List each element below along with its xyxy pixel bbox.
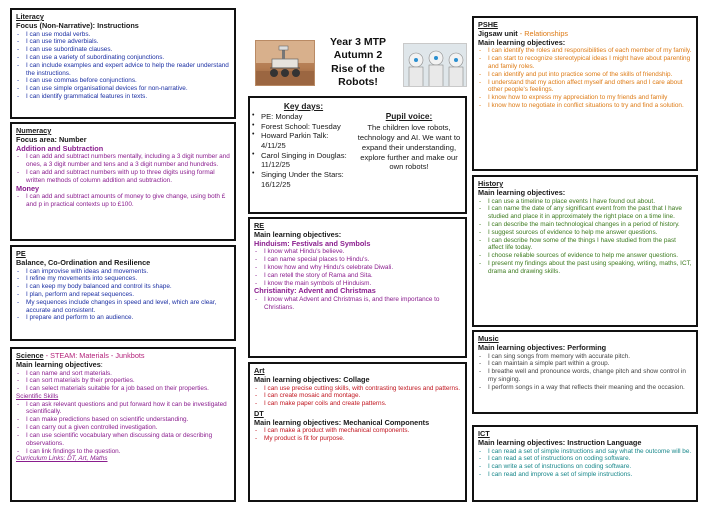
science-list-2 xyxy=(16,401,230,456)
science-title: Science xyxy=(16,351,44,360)
history-title: History xyxy=(478,179,504,188)
list-item: - I can use a variety of subordinating conjunctions. xyxy=(16,54,230,62)
list-item: - I can use subordinate clauses. xyxy=(16,46,230,54)
science-unit: - STEAM: Materials - Junkbots xyxy=(43,351,145,360)
art-dt-box xyxy=(248,362,467,502)
science-list-1 xyxy=(16,370,230,393)
music-box xyxy=(472,330,698,414)
pupil-voice-title: Pupil voice: xyxy=(385,111,433,121)
list-item: - I can make predictions based on scientific understanding. xyxy=(16,416,230,424)
page-title xyxy=(320,36,396,90)
list-item: - I present my findings about the past using speaking, writing, maths, ICT, drama and drawing skills. xyxy=(478,260,692,276)
list-item: - I can sort materials by their properties. xyxy=(16,377,230,385)
numeracy-box xyxy=(10,122,236,241)
history-box xyxy=(472,175,698,327)
music-objectives: Main learning objectives: Performing xyxy=(478,342,607,352)
list-item: • Singing Under the Stars: 16/12/25 xyxy=(252,170,355,189)
list-item: - I can use commas before conjunctions. xyxy=(16,77,230,85)
list-item: - I can read and improve a set of simple instructions. xyxy=(478,471,692,479)
re-list-1 xyxy=(254,248,461,287)
pe-box xyxy=(10,245,236,341)
list-item: - I can use modal verbs. xyxy=(16,31,230,39)
list-item: - I can start to recognize stereotypical ideas I might have about parenting and family roles. xyxy=(478,55,692,71)
re-subheading-christianity: Christianity: Advent and Christmas xyxy=(254,286,376,296)
ict-box xyxy=(472,425,698,502)
list-item: - I can select materials suitable for a job based on their properties. xyxy=(16,385,230,393)
list-item: • PE: Monday xyxy=(252,112,355,122)
list-item: - I can make a product with mechanical components. xyxy=(254,427,461,435)
robots-illustration xyxy=(404,44,467,87)
list-item: - I breathe well and pronounce words, change pitch and show control in my singing. xyxy=(478,368,692,384)
list-item: - I can add and subtract amounts of money to give change, using both £ and p in practical contexts up to £100. xyxy=(16,193,230,209)
list-item: - I can carry out a given controlled investigation. xyxy=(16,424,230,432)
list-item: - I suggest sources of evidence to help me answer questions. xyxy=(478,229,692,237)
pe-list xyxy=(16,268,230,323)
title-line: Year 3 MTP xyxy=(329,36,387,48)
pshe-unit: - Relationships xyxy=(517,28,569,38)
list-item: - I can keep my body balanced and control its shape. xyxy=(16,283,230,291)
list-item: - I understand that my action affect myself and others and I care about other people's feelings. xyxy=(478,79,692,95)
pe-focus: Balance, Co-Ordination and Resilience xyxy=(16,257,151,267)
re-objectives: Main learning objectives: xyxy=(254,229,342,239)
science-objectives: Main learning objectives xyxy=(16,359,101,369)
music-title: Music xyxy=(478,334,499,343)
pshe-objectives: Main learning objectives: xyxy=(478,37,566,47)
re-subheading-hinduism: Hinduism: Festivals and Symbols xyxy=(254,238,371,248)
title-line: Robots! xyxy=(338,76,378,89)
title-line: Rise of the xyxy=(331,62,385,75)
list-item: - I can use scientific vocabulary when discussing data or describing observations. xyxy=(16,432,230,448)
ict-list xyxy=(478,448,692,479)
list-item: - I can use time adverbials. xyxy=(16,38,230,46)
list-item: - I can write a set of instructions on coding software. xyxy=(478,463,692,471)
list-item: - I can describe the main technological changes in a period of history. xyxy=(478,221,692,229)
science-skills-title: Scientific Skills xyxy=(16,392,59,400)
numeracy-list-1 xyxy=(16,153,230,184)
ict-title: ICT xyxy=(478,429,490,438)
list-item: - I know how to express my appreciation to my friends and family xyxy=(478,94,692,102)
pshe-title: PSHE xyxy=(478,20,498,29)
numeracy-title: Numeracy xyxy=(16,126,52,135)
list-item: - I can read a set of simple instructions and say what the outcome will be. xyxy=(478,448,692,456)
list-item: - I can read a set of instructions on coding software. xyxy=(478,455,692,463)
list-item: - I can include examples and expert advice to help the reader understand the instructions. xyxy=(16,62,230,78)
literacy-box xyxy=(10,8,236,119)
pupil-voice-section xyxy=(356,112,462,172)
list-item: - I can make paper coils and create patterns. xyxy=(254,400,461,408)
list-item: - I can describe how some of the things I have studied from the past affect life today. xyxy=(478,237,692,253)
history-list xyxy=(478,198,692,276)
list-item: - I refine my movements into sequences. xyxy=(16,275,230,283)
list-item: - I can identify grammatical features in texts. xyxy=(16,93,230,101)
pupil-voice-text: The children love robots, technology and AI. We want to expand their understanding, explore further and make our own robots! xyxy=(357,122,461,172)
science-box xyxy=(10,347,236,502)
pshe-box xyxy=(472,16,698,171)
list-item: - I can use precise cutting skills, with contrasting textures and patterns. xyxy=(254,385,461,393)
key-days-list xyxy=(252,112,355,190)
science-curriculum-links: Curriculum Links: DT, Art, Maths xyxy=(16,455,108,463)
art-title: Art xyxy=(254,366,265,375)
pshe-list xyxy=(478,47,692,110)
list-item: - I can use simple organisational devices for non-narrative. xyxy=(16,85,230,93)
dt-objectives: Main learning objectives: Mechanical Components xyxy=(254,417,430,427)
list-item: - I can identify and put into practice some of the skills of friendship. xyxy=(478,71,692,79)
list-item: - I can name the date of any significant event from the past that I have studied and place it in approximately the right place on a time line. xyxy=(478,205,692,221)
mars-rover-image xyxy=(255,40,315,86)
list-item: - I plan, perform and repeat sequences. xyxy=(16,291,230,299)
list-item: - I know how and why Hindu's celebrate Diwali. xyxy=(254,264,461,272)
list-item: - I know what Advent and Christmas is, and there importance to Christians. xyxy=(254,296,461,312)
numeracy-list-2 xyxy=(16,193,230,209)
list-item: - I can use a timeline to place events I have found out about. xyxy=(478,198,692,206)
list-item: - I can maintain a simple part within a group. xyxy=(478,360,692,368)
list-item: - I know the main symbols of Hinduism. xyxy=(254,280,461,288)
list-item: - I perform songs in a way that reflects their meaning and the occasion. xyxy=(478,384,692,392)
list-item: - I can improvise with ideas and movements. xyxy=(16,268,230,276)
key-days-title: Key days: xyxy=(283,101,324,111)
art-objectives: Main learning objectives: Collage xyxy=(254,374,370,384)
list-item: - My sequences include changes in speed and level, which are clear, accurate and consistent. xyxy=(16,299,230,315)
literacy-list xyxy=(16,31,230,101)
literacy-focus: Focus (Non-Narrative): Instructions xyxy=(16,20,139,30)
pe-title: PE xyxy=(16,249,26,258)
rover-illustration xyxy=(256,41,315,86)
list-item: - I can name special places to Hindu's. xyxy=(254,256,461,264)
music-list xyxy=(478,353,692,392)
re-list-2 xyxy=(254,296,461,312)
science-objectives-line xyxy=(16,361,230,370)
history-objectives: Main learning objectives: xyxy=(478,187,566,197)
list-item: - I can add and subtract numbers mentally, including a 3 digit number and ones, a 3 digit number and tens and a 3 digit number and hundreds. xyxy=(16,153,230,169)
list-item: - I can identify the roles and responsibilities of each member of my family. xyxy=(478,47,692,55)
key-days-section xyxy=(252,101,355,190)
list-item: - I can link findings to the question. xyxy=(16,448,230,456)
list-item: • Forest School: Tuesday xyxy=(252,122,355,132)
list-item: • Carol Singing in Douglas: 11/12/25 xyxy=(252,151,355,170)
dt-list xyxy=(254,427,461,443)
re-title: RE xyxy=(254,221,265,230)
ict-objectives: Main learning objectives: Instruction Language xyxy=(478,437,642,447)
numeracy-subheading-money: Money xyxy=(16,183,40,193)
list-item: - I can create mosaic and montage. xyxy=(254,392,461,400)
list-item: - I can retell the story of Rama and Sita. xyxy=(254,272,461,280)
list-item: - I know how to negotiate in conflict situations to try and find a solution. xyxy=(478,102,692,110)
re-box xyxy=(248,217,467,358)
list-item: - I can add and subtract numbers with up to three digits using formal written methods of column addition and subtraction. xyxy=(16,169,230,185)
art-list xyxy=(254,385,461,408)
literacy-title: Literacy xyxy=(16,12,44,21)
list-item: - I can name and sort materials. xyxy=(16,370,230,378)
list-item: - I choose reliable sources of evidence to help me answer questions. xyxy=(478,252,692,260)
list-item: - I can sing songs from memory with accurate pitch. xyxy=(478,353,692,361)
numeracy-subheading-addition: Addition and Subtraction xyxy=(16,143,104,153)
list-item: - I know what Hindu's believe. xyxy=(254,248,461,256)
list-item: - My product is fit for purpose. xyxy=(254,435,461,443)
list-item: • Howard Parkin Talk: 4/11/25 xyxy=(252,131,355,150)
pshe-unit-label: Jigsaw unit xyxy=(478,28,518,38)
science-objectives-colon: : xyxy=(100,359,103,369)
numeracy-focus: Focus area: Number xyxy=(16,134,87,144)
title-line: Autumn 2 xyxy=(333,49,383,62)
robots-image xyxy=(403,43,467,87)
list-item: - I can ask relevant questions and put forward how it can be investigated scientifically. xyxy=(16,401,230,417)
list-item: - I prepare and perform to an audience. xyxy=(16,314,230,322)
dt-title: DT xyxy=(254,408,264,418)
